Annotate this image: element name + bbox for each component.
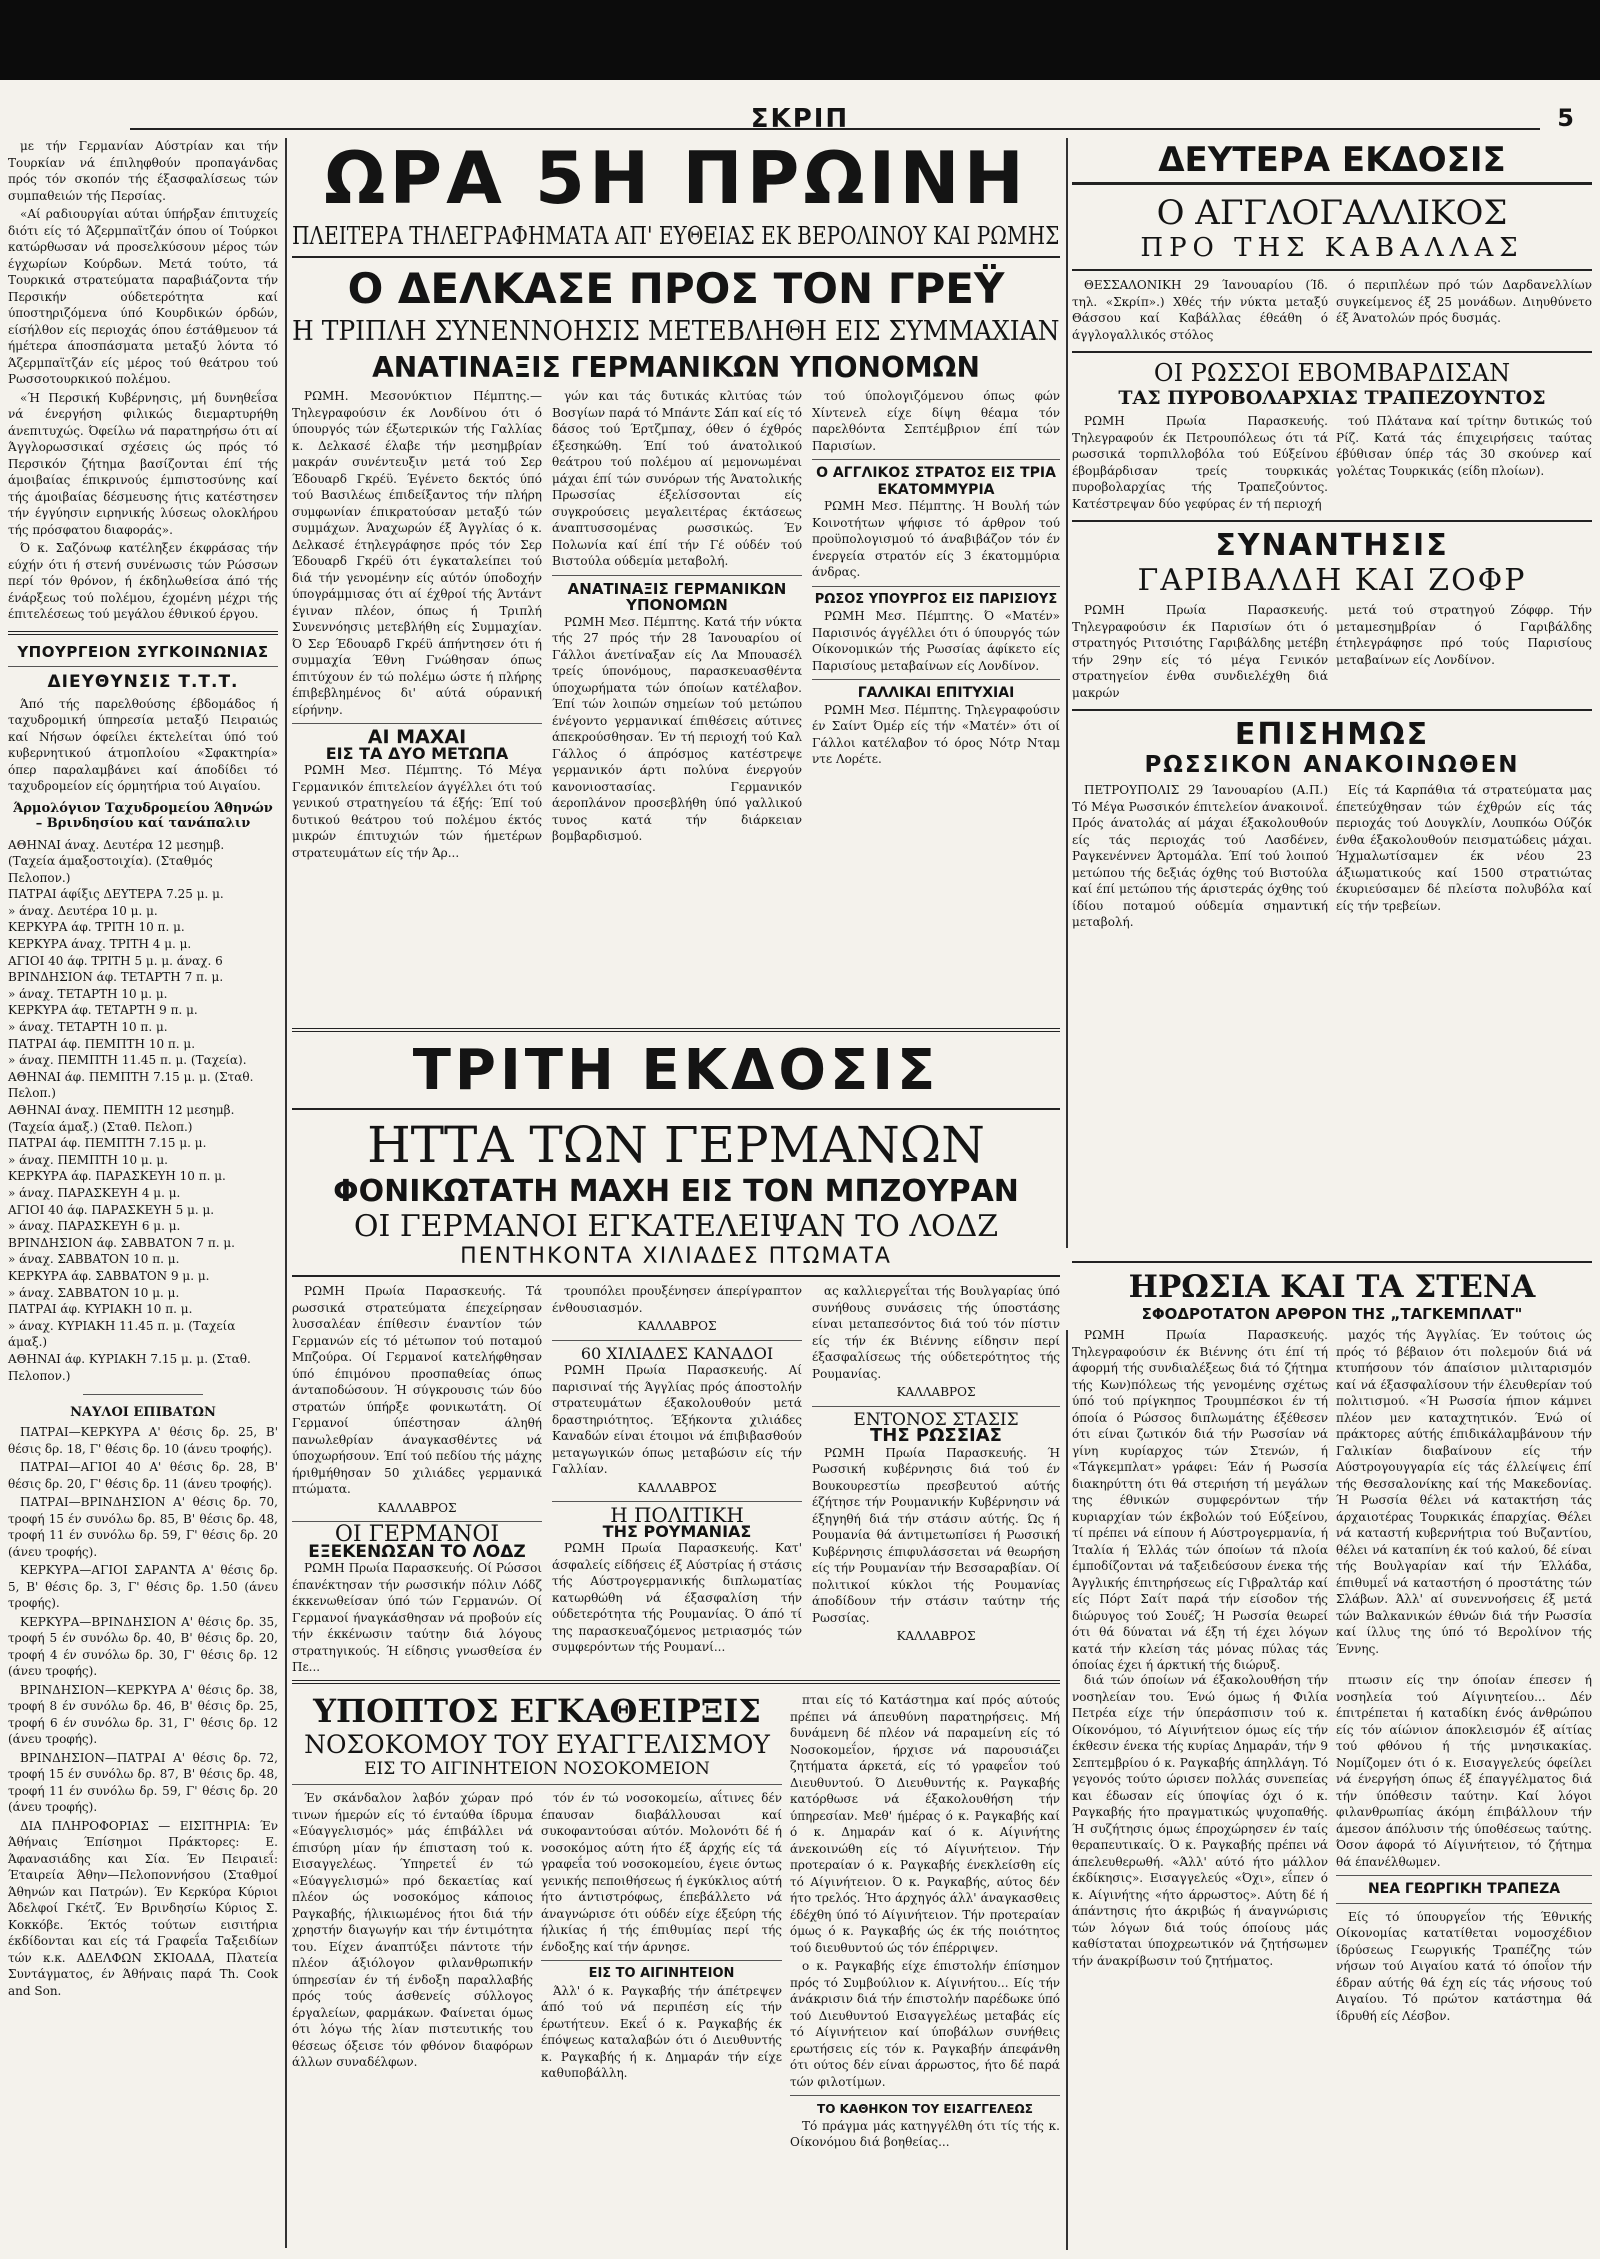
rule bbox=[292, 1784, 782, 1785]
nurse-subtitle2: ΕΙΣ ΤΟ ΑΙΓΙΝΗΤΕΙΟΝ ΝΟΣΟΚΟΜΕΙΟΝ bbox=[364, 1759, 710, 1779]
rule bbox=[812, 1406, 1060, 1407]
official-subtitle: ΡΩΣΣΙΚΟΝ ΑΝΑΚΟΙΝΩΘΕΝ bbox=[1144, 752, 1520, 778]
rule bbox=[1072, 1261, 1592, 1263]
intro-paragraph: «Αί ραδιουργίαι αύται ύπήρξαν έπιτυχείς διότι είς τό Άζερμπαϊτζάν όπου οί Τούρκοι κατώρθωσαν νά προσελκύσουν μέρος τών έγχωρίων Κούρδων. Μετά τούτο, τά Τουρκικά στρατεύματα παραβιάζοντα τήν Περσικήν ούδετερότητα καί ύποστηριζόμενα ύπό Κουρδικών όρδών, είσήλθον είς περιοχάς όπου έστάθμευον τά ήμέτερα άποσπάσματα μεταξύ λόντα τό Άζερμπαϊτζάν είς μέρος τού θεάτρου τού Ρωσσοτουρκικού πολέμου. bbox=[8, 207, 278, 386]
nurse-continued-a: διά τών όποίων νά έξακολουθήση τήν νοσηλείαν του. Ένώ όμως ή Φιλία Πετρέα είχε τήν ύπεράσπισιν τού κ. Οίκονόμου, τό Αίγινήτειον όμως είς τήν έκθεσιν ένεκα τής κυρίας Δημαράν, τήν 9 Σεπτεμβρίου ό κ. Ραγκαβής άπηλλάγη. Τό γεγονός τούτο ώρισεν πολλάς συνεπείας και έδωσαν είς ύποψίας όχι ό κ. Ραγκαβής ήτο πραγματικώς ψυχοπαθής. Ή συζήτησις όμως έπροχώρησεν έν ταίς θεραπευτικαίς. Ό κ. Ραγκαβής πρέπει νά άπελευθερωθή. «Άλλ' αύτό ήτο μάλλον έκδίκησις». Εισαγγελεύς «Όχι», εΐπεν ό κ. Αίγινήτης «ήτο άρρωστος». Αύτη δέ ή άπάντησις ήτο άκριβώς ή άναγνώρισις τών λόγων διά τούς όποίους μάς καθίσταται ύποχρεωτικόν νά ζητήσωμεν τήν άνακρίβωσιν τού ζητήματος. bbox=[1072, 1673, 1328, 1968]
schedule-row: ΚΕΡΚΥΡΑ άναχ. ΤΡΙΤΗ 4 μ. μ. bbox=[8, 937, 192, 952]
rule bbox=[1072, 269, 1592, 271]
romania-text: ΡΩΜΗ Πρωία Παρασκευής. Κατ' άσφαλείς είδήσεις έξ Αύστρίας ή στάσις τής Αύστρογερμανικής διπλωματίας κατωρθώθη νά έξασφαλίση τήν ούδετερότητα τής Ρουμανίας. Ό άπό τί της παρασκευαζόμενος μετριασμός τών συμφερόντων τής Ρουμανί... bbox=[552, 1541, 802, 1654]
schedule-row: » άναχ. ΠΕΜΠΤΗ 10 μ. μ. bbox=[8, 1152, 168, 1167]
right-bottom-section bbox=[1072, 1672, 1592, 2252]
schedule-row: » άναχ. ΣΑΒΒΑΤΟΝ 10 μ. μ. bbox=[8, 1285, 180, 1300]
schedule-row: » άναχ. ΤΕΤΑΡΤΗ 10 π. μ. bbox=[8, 1020, 168, 1035]
rule bbox=[83, 1394, 203, 1395]
nurse-subtitle: ΝΟΣΟΚΟΜΟΥ ΤΟΥ ΕΥΑΓΓΕΛΙΣΜΟΥ bbox=[304, 1730, 770, 1759]
schedule-row: ΒΡΙΝΔΗΣΙΟΝ άφ. ΣΑΒΒΑΤΟΝ 7 π. μ. bbox=[8, 1235, 235, 1250]
nurse-text-b: τόν έν τώ νοσοκομείω, αΐτινες δέν έπαυσαν διαβάλλουσαι καί συκοφαντούσαι αύτόν. Μολονότι δέ ή νοσοκόμος αύτη ήτο έξ άρχής είς τά γραφεΐα τού νοσοκομείου, έγειε όντως γενικής πεποιθήσεως ή έγκύκλιος αύτή ήτο άντιστρόφως, έπεβάλλετο νά άναγνώρισε ότι ούδέν είχε έξεύρη τής ήλικίας ή τής έπιθυμίας περί τής ένδοξης καί τήν άρνησε. bbox=[541, 1791, 782, 1954]
main-headline: Ο ΔΕΛΚΑΣΕ ΠΡΟΣ ΤΟΝ ΓΡΕΫ bbox=[347, 264, 1005, 313]
rule bbox=[790, 2095, 1060, 2096]
nurse-title: ΥΠΟΠΤΟΣ ΕΓΚΑΘΕΙΡΞΙΣ bbox=[313, 1692, 761, 1730]
official-title: ΕΠΙΣΗΜΩΣ bbox=[1234, 717, 1430, 752]
section-subhead: ΑΝΑΤΙΝΑΞΙΣ ΓΕΡΜΑΝΙΚΩΝ ΥΠΟΝΟΜΩΝ bbox=[372, 351, 980, 384]
signature: ΚΑΛΛΑΒΡΟΣ bbox=[637, 1480, 717, 1495]
schedule-title: Άρμολόγιον Ταχυδρομείου Άθηνών – Βρινδησίου καί τανάπαλιν bbox=[13, 800, 273, 831]
schedule-row: ΠΑΤΡΑΙ άφ. ΠΕΜΠΤΗ 7.15 μ. μ. bbox=[8, 1136, 207, 1151]
russia-stance-subtitle: ΤΗΣ ΡΩΣΣΙΑΣ bbox=[870, 1425, 1002, 1446]
section-rule bbox=[8, 631, 278, 635]
heroism-section bbox=[1072, 1255, 1592, 1675]
french-success-text: ΡΩΜΗ Μεσ. Πέμπτης. Τηλεγραφούσιν έν Σαίντ Όμέρ είς τήν «Ματέν» ότι οί Γάλλοι κατέλαβον τό όρος Νότρ Νταμ ντε Λορέτε. bbox=[812, 702, 1060, 766]
bank-title: ΝΕΑ ΓΕΩΡΓΙΚΗ ΤΡΑΠΕΖΑ bbox=[1367, 1881, 1561, 1897]
rule bbox=[292, 1680, 1060, 1684]
nurse-text-d: ο κ. Ραγκαβής είχε έπιστολήν έπίσημον πρός τό Συμβούλιον κ. Αίγινήτου... Είς τήν άνάκρισιν διά τήν έπιστολήν παρέδωκε ύπό τού Διευθυντού Εισαγγελέως μεταβάς είς τό Αίγινήτειον καί ύποβάλων συνήθεις ερωτήσεις είς τόν κ. Ραγκαβήν άπεφάνθη ότι ούτος δέν είναι άρρωστος, ήτο δέ παρά τών φιλοτίμων. bbox=[790, 1959, 1060, 2089]
fares-title: ΝΑΥΛΟΙ ΕΠΙΒΑΤΩΝ bbox=[70, 1405, 216, 1421]
rule bbox=[8, 666, 278, 667]
schedule-row: ΚΕΡΚΥΡΑ άφ. ΠΑΡΑΣΚΕΥΗ 10 π. μ. bbox=[8, 1169, 226, 1184]
aiginiteio-text: Άλλ' ό κ. Ραγκαβής τήν άπέτρεψεν άπό τού νά περιπέση είς τήν έρωτήτευν. Εκεΐ ό κ. Ραγκαβής έκ έπόψεως καταλαβών ότι ό Διευθυντής κ. Ραγκαβής ή κ. Δημαράν τήν είχε καθυποβάλλη. bbox=[541, 1983, 782, 2080]
closing-info: ΔΙΑ ΠΛΗΡΟΦΟΡΙΑΣ — ΕΙΣΙΤΗΡΙΑ: Έν Άθήναις Έπίσημοι Πράκτορες: Ε. Άφανασιάδης και Σία. Έν Πειραιεΐ: Έταιρεία Άθην—Πελοποννήσου (Σταθμοί Άθηνών και Πατρών). Έν Κερκύρα Κύριοι Άδελφοί Γκέτζ. Έν Βρινδησίω Κύριος Σ. Κοκκόβε. Έκτός τούτων εισιτήρια έκδίδονται και είς τά Γραφεΐα Ταξειδίων τών κ.κ. ΑΔΕΛΦΩΝ ΣΚΙΟΑΔΑ, Πλατεία Συντάγματος, έν Άθήναις παρά Th. Cook and Son. bbox=[8, 1818, 278, 1998]
schedule-row: ΠΑΤΡΑΙ άφ. ΠΕΜΠΤΗ 10 π. μ. bbox=[8, 1036, 196, 1051]
lodz-title: ΟΙ ΓΕΡΜΑΝΟΙ bbox=[334, 1522, 500, 1547]
intro-paragraph: Ό κ. Σαζόνωφ κατέληξεν έκφράσας τήν εύχήν ότι ή στενή συνένωσις τών Ρώσσων περί τόν θρόνον, ή έκδηλωθείσα άπό τής ένάρξεως τού πολέμου, έχομένη μέχρι τής έπιτελέσεως τού μεγάλου έθνικού έργου. bbox=[8, 541, 278, 621]
rule bbox=[812, 586, 1060, 587]
lodz-subtitle: ΕΞΕΚΕΝΩΣΑΝ ΤΟ ΛΟΔΖ bbox=[308, 1541, 526, 1562]
official-text-a: ΠΕΤΡΟΥΠΟΛΙΣ 29 Ίανουαρίου (Α.Π.) Τό Μέγα Ρωσσικόν έπιτελείον άνακοινοΐ. Πρός άνατολάς αί μάχαι έξακολουθούν είς τάς περιοχάς τού Λασδένεν, Ραγκενέννεν Άρτομάλα. Έπί τού λοιπού μετώπου τής δεξιάς όχθης τού Βιστούλα καί έπί μετώπου τής άριστεράς όχθης τού ίδίου ποταμού ούδεμία σημαντική μεταβολή. bbox=[1072, 783, 1328, 929]
nurse-text-c: πται είς τό Κατάστημα καί πρός αύτούς πρέπει νά άπευθύνη παρατηρήσεις. Μή δυνάμενη δέ πλέον νά παραμείνη είς τό Νοσοκομεΐον, ήρχισε νά παρουσιάζει ζητήματα άρκετά, είς τό γραφεΐον τού Διευθυντού. Ό Διευθυντής κ. Ραγκαβής κατόρθωσε νά έξακολουθήση τήν ύπηρεσίαν. Μεθ' ήμέρας ό κ. Ραγκαβής καί ό κ. Δημαράν καί ό κ. Αίγινήτης άνεκοινώθη είς τό Αίγινήτειον. Τήν προτεραίαν ό κ. Ραγκαβής ένεκλείσθη είς τό Αίγινήτειον. Ό κ. Ραγκαβής, αύτος δέν ήτο τρελός. Ήτο άρχηγός άλλ' άναγκασθεις έδέχθη ύπό τό Αίγινήτειον. Τήν προτεραίαν όμως ό κ. Ραγκαβής ώς έκ τής ποιότητος τού διευθυντού ώς τόν έπέρριψεν. bbox=[790, 1693, 1060, 1955]
fare-row: ΒΡΙΝΔΗΣΙΟΝ—ΠΑΤΡΑΙ Α' θέσις δρ. 72, τροφή 15 έν συνόλω δρ. 87, Β' θέσις δρ. 48, τροφή 11 έν συνόλω δρ. 59, Γ' θέσις δρ. 20 (άνευ τροφής). bbox=[8, 1750, 278, 1815]
rule bbox=[292, 1108, 1060, 1110]
main-subhead: Η ΤΡΙΠΛΗ ΣΥΝΕΝΝΟΗΣΙΣ ΜΕΤΕΒΛΗΘΗ ΕΙΣ ΣΥΜΜΑΧΙΑΝ bbox=[292, 316, 1060, 347]
signature: ΚΑΛΛΑΒΡΟΣ bbox=[377, 1500, 457, 1515]
schedule-row: ΚΕΡΚΥΡΑ άφ. ΤΡΙΤΗ 10 π. μ. bbox=[8, 920, 185, 935]
anglo-french-subhead: ΠΡΟ ΤΗΣ ΚΑΒΑΛΛΑΣ bbox=[1140, 233, 1524, 263]
rule bbox=[292, 723, 542, 724]
romania-subtitle: ΤΗΣ ΡΟΥΜΑΝΙΑΣ bbox=[602, 1521, 752, 1541]
defeat-headline: ΗΤΤΑ ΤΩΝ ΓΕΡΜΑΝΩΝ bbox=[367, 1116, 985, 1174]
fare-row: ΚΕΡΚΥΡΑ—ΒΡΙΝΔΗΣΙΟΝ Α' θέσις δρ. 35, τροφή 5 έν συνόλω δρ. 40, Β' θέσις δρ. 20, τροφή 4 έν συνόλω δρ. 30, Γ' θέσις δρ. 12 (άνευ τροφής). bbox=[8, 1614, 278, 1679]
schedule-row: » άναχ. ΤΕΤΑΡΤΗ 10 μ. μ. bbox=[8, 986, 168, 1001]
fare-row: ΠΑΤΡΑΙ—ΚΕΡΚΥΡΑ Α' θέσις δρ. 25, Β' θέσις δρ. 18, Γ' θέσις δρ. 10 (άνευ τροφής). bbox=[8, 1425, 278, 1456]
signature: ΚΑΛΛΑΒΡΟΣ bbox=[896, 1385, 976, 1399]
aiginiteio-title: ΕΙΣ ΤΟ ΑΙΓΙΝΗΤΕΙΟΝ bbox=[588, 1966, 735, 1981]
russia-stance-title: ΕΝΤΟΝΟΣ ΣΤΑΣΙΣ bbox=[853, 1409, 1019, 1430]
rule bbox=[552, 1340, 802, 1341]
meeting-subtitle: ΓΑΡΙΒΑΛΔΗ ΚΑΙ ΖΟΦΡ bbox=[1137, 563, 1527, 598]
fare-row: ΚΕΡΚΥΡΑ—ΑΓΙΟΙ ΣΑΡΑΝΤΑ Α' θέσις δρ. 5, Β' θέσις δρ. 3, Γ' θέσις δρ. 1.50 (άνευ τροφής). bbox=[8, 1563, 278, 1611]
schedule-row: » άναχ. ΚΥΡΙΑΚΗ 11.45 π. μ. (Ταχεία άμαξ.) bbox=[8, 1318, 236, 1350]
second-edition-title: ΔΕΥΤΕΡΑ ΕΚΔΟΣΙΣ bbox=[1072, 138, 1592, 185]
rule bbox=[552, 1501, 802, 1502]
banner-subtitle: ΠΛΕΙΤΕΡΑ ΤΗΛΕΓΡΑΦΗΜΑΤΑ ΑΠ' ΕΥΘΕΙΑΣ ΕΚ ΒΕΡΟΛΙΝΟΥ ΚΑΙ ΡΩΜΗΣ bbox=[292, 222, 1060, 250]
canadians-title: 60 ΧΙΛΙΑΔΕΣ ΚΑΝΑΔΟΙ bbox=[580, 1343, 774, 1363]
fare-row: ΒΡΙΝΔΗΣΙΟΝ—ΚΕΡΚΥΡΑ Α' θέσις δρ. 38, τροφή 8 έν συνόλω δρ. 46, Β' θέσις δρ. 25, τροφή 6 έν συνόλω δρ. 31, Γ' θέσις δρ. 12 (άνευ τροφής). bbox=[8, 1682, 278, 1747]
page-number: 5 bbox=[1557, 104, 1574, 132]
defeat-sub3: ΠΕΝΤΗΚΟΝΤΑ ΧΙΛΙΑΔΕΣ ΠΤΩΜΑΤΑ bbox=[460, 1244, 892, 1269]
rule bbox=[1072, 709, 1592, 711]
rule bbox=[1336, 1903, 1592, 1904]
rule bbox=[812, 679, 1060, 680]
defeat-sub1: ΦΟΝΙΚΩΤΑΤΗ ΜΑΧΗ ΕΙΣ ΤΟΝ ΜΠΖΟΥΡΑΝ bbox=[333, 1174, 1019, 1209]
schedule-row: ΚΕΡΚΥΡΑ άφ. ΤΕΤΑΡΤΗ 9 π. μ. bbox=[8, 1003, 198, 1018]
ministry-title: ΥΠΟΥΡΓΕΙΟΝ ΣΥΓΚΟΙΝΩΝΙΑΣ bbox=[17, 642, 269, 661]
schedule-row: » άναχ. ΣΑΒΒΑΤΟΝ 10 π. μ. bbox=[8, 1252, 180, 1267]
article-delcasse: ΡΩΜΗ. Μεσονύκτιον Πέμπτης.—Τηλεγραφούσιν έκ Λονδίνου ότι ό ύπουργός τών έξωτερικών τής Γαλλίας κ. Δελκασέ έλαβε τήν μεσημβρίαν μακράν συνέντευξιν μετά τού Σερ Έδουαρδ Γκρέϋ. Έγένετο δεκτός ύπό τού Βασιλέως έπιδείξαντος τήν πλήρη συμφωνίαν έπικρατούσαν μεταξύ τών συμμάχων. Άναχωρών έξ Άγγλίας ό κ. Δελκασέ έτηλεγράφησε πρός τόν Σερ Έδουαρδ Γκρέϋ ότι έγκαταλείπει τού διά τήν γενομένην είς αύτόν ύποδοχήν ύπογράμμισας ότι αί έχθροί τής Άντάντ έγιναν πλέον, όπως ή Τριπλή Συνεννόησις μετεβλήθη είς Συμμαχίαν. Ό Σερ Έδουαρδ Γκρέϋ άπήντησεν ότι ή συμμαχία Έθνη Γνώθησαν όπως έπιτύχουν έν τώ πολέμω ώστε ή πλήρης έπιβεβλημένος δι' αύτά ούρανική είρήνην. bbox=[292, 389, 542, 717]
rule bbox=[552, 575, 802, 576]
third-edition-banner: ΤΡΙΤΗ ΕΚΔΟΣΙΣ bbox=[412, 1038, 940, 1103]
meeting-title: ΣΥΝΑΝΤΗΣΙΣ bbox=[1215, 528, 1449, 563]
left-column bbox=[8, 138, 278, 2248]
schedule-row: ΑΓΙΟΙ 40 άφ. ΤΡΙΤΗ 5 μ. μ. άναχ. 6 bbox=[8, 953, 223, 968]
third-edition-section bbox=[292, 1020, 1060, 1674]
signature: ΚΑΛΛΑΒΡΟΣ bbox=[637, 1319, 717, 1333]
schedule-row: ΠΑΤΡΑΙ άφίξις ΔΕΥΤΕΡΑ 7.25 μ. μ. bbox=[8, 887, 224, 902]
bulgaria-text: ας καλλιεργεΐται τής Βουλγαρίας ύπό συνήθους συνάσεις τής ύποστάσης είναι μεταπεσόντος διά τού τόν πίστιν είς τήν έκ Βιέννης είδησιν περί έξασφαλίσεως τής ούδετερότητος τής Ρουμανίας. bbox=[812, 1284, 1060, 1381]
schedule-row: ΠΑΤΡΑΙ άφ. ΚΥΡΙΑΚΗ 10 π. μ. bbox=[8, 1302, 193, 1317]
schedule-row: ΒΡΙΝΔΗΣΙΟΝ άφ. ΤΕΤΑΡΤΗ 7 π. μ. bbox=[8, 970, 224, 985]
schedule-row: (Ταχεία άμαξοστοιχία). (Σταθμός Πελοπον.) bbox=[8, 854, 213, 885]
banner-title: ΩΡΑ 5Η ΠΡΩΙΝΗ bbox=[324, 136, 1028, 220]
french-success-title: ΓΑΛΛΙΚΑΙ ΕΠΙΤΥΧΙΑΙ bbox=[857, 685, 1015, 701]
duty-title: ΤΟ ΚΑΘΗΚΟΝ ΤΟΥ ΕΙΣΑΓΓΕΛΕΩΣ bbox=[817, 2102, 1033, 2116]
schedule-row: ΑΓΙΟΙ 40 άφ. ΠΑΡΑΣΚΕΥΗ 5 μ. μ. bbox=[8, 1202, 215, 1217]
scan-top-band bbox=[0, 0, 1600, 80]
anglo-french-headline: Ο ΑΓΓΛΟΓΑΛΛΙΚΟΣ bbox=[1156, 193, 1508, 233]
battle-text: ΡΩΜΗ Μεσ. Πέμπτης. Τό Μέγα Γερμανικόν έπιτελείον άγγέλλει ότι τού γενικού στρατηγείου τά έξής: Έπί τού δυτικού θεάτρου τού πολέμου έκτός μικρών έπιτυχιών τών ήμετέρων στρατευμάτων είς τήν Άρ... bbox=[292, 763, 542, 860]
russian-minister-text: ΡΩΜΗ Μεσ. Πέμπτης. Ό «Ματέν» Παρισινός άγγέλλει ότι ό ύπουργός τών Οίκονομικών τής Ρωσσίας άφίκετο είς Παρισίους μεταβαίνων είς Λονδίνον. bbox=[812, 609, 1060, 673]
schedule-row: ΑΘΗΝΑΙ άφ. ΚΥΡΙΑΚΗ 7.15 μ. μ. (Σταθ. Πελοπον.) bbox=[8, 1351, 251, 1383]
bombardment-text-a: ΡΩΜΗ Πρωία Παρασκευής. Τηλεγραφούν έκ Πετρουπόλεως ότι τά ρωσσικά τορπιλλοβόλα τού Εύξείνου έβομβάρδισαν τρείς τουρκικάς πυροβολαρχίας τής Τραπεζούντος. Κατέστρεψαν δύο γεφύρας έν τή περιοχή bbox=[1072, 414, 1328, 511]
russia-stance-text: ΡΩΜΗ Πρωία Παρασκευής. Ή Ρωσσική κυβέρνησις διά τού έν Βουκουρεστίω πρεσβευτού αύτής έζήτησε τήν Ρουμανικήν Κυβέρνησιν νά έξηγηθή διά τήν στάσιν αύτής. Ώς ή Ρουμανία θά άντιμετωπίσει ή Ρωσσική Κυβέρνησις έπιφυλάσσεται νά θεωρήση είς τήν Ρουμανίαν τήν Βεσσαραβίαν. Οί πολιτικοί κύκλοι τής Ρουμανίας άποδίδουν τήν στάσιν ταύτην τής Ρωσσίας. bbox=[812, 1445, 1060, 1625]
canadians-text: ΡΩΜΗ Πρωία Παρασκευής. Αί παρισιναί τής Άγγλίας πρός άποστολήν στρατευμάτων έξακολουθούν μετά δραστηριότητος. Έξήκοντα χιλιάδες Καναδών είναι έτοιμοι νά έπιβιβασθούν μεταγωγικών όπως μεταβώσιν είς τήν Γαλλίαν. bbox=[552, 1363, 802, 1476]
schedule-row: » άναχ. ΠΑΡΑΣΚΕΥΗ 6 μ. μ. bbox=[8, 1219, 181, 1234]
rule bbox=[1072, 351, 1592, 353]
battle-title: ΑΙ ΜΑΧΑΙ bbox=[367, 726, 467, 748]
schedule-row: ΚΕΡΚΥΡΑ άφ. ΣΑΒΒΑΤΟΝ 9 μ. μ. bbox=[8, 1268, 210, 1283]
schedule-row: ΑΘΗΝΑΙ άναχ. Δευτέρα 12 μεσημβ. bbox=[8, 837, 225, 852]
intro-article bbox=[8, 138, 278, 623]
schedule-row: » άναχ. ΠΑΡΑΣΚΕΥΗ 4 μ. μ. bbox=[8, 1185, 181, 1200]
rule bbox=[292, 256, 1060, 258]
intro-paragraph: «Ή Περσική Κυβέρνησις, μή δυνηθεΐσα νά ένεργήση φιλικώς διεμαρτυρήθη άνεπιτυχώς. Όφείλω νά παρατηρήσω ότι αί Άγγλορωσσικαί σχέσεις ώς πρός τό Περσικόν ζήτημα βασίζονται έπί τής άμοιβαίας έπικρινούς έμπιστοσύνης καί τής άμοιβαίας δέσμευσης ήτις κατέστησεν τήν έγγύησιν ειρηνικής λύσεως ολοκλήρου τής πρόσφατου διαφοράς». bbox=[8, 390, 278, 537]
bzura-continued: τρουπόλει προυξένησεν άπερίγραπτον ένθουσιασμόν. bbox=[552, 1284, 802, 1315]
schedule-row: » άναχ. ΠΕΜΠΤΗ 11.45 π. μ. (Ταχεία). bbox=[8, 1053, 247, 1068]
rule bbox=[1072, 520, 1592, 522]
schedule-row: ΑΘΗΝΑΙ άναχ. ΠΕΜΠΤΗ 12 μεσημβ. (Ταχεία άμαξ.) (Σταθ. Πελοπ.) bbox=[8, 1103, 235, 1134]
bombardment-title: ΟΙ ΡΩΣΣΟΙ ΕΒΟΜΒΑΡΔΙΣΑΝ bbox=[1153, 359, 1511, 387]
nurse-text-a: Έν σκάνδαλον λαβόν χώραν πρό τινων ήμερών είς τό ένταύθα ίδρυμα «Εύαγγελισμός» μάς έπιβάλλει νά έπισύρη μίαν ήν έπισταση τού κ. Εισαγγελέως. Ύπηρετεΐ έν τώ «Εύαγγελισμώ» πρό δεκαετίας καί πλέον ώς νοσοκόμος κάποιος Ραγκαβής, ήλικιωμένος ήτοι διά τήν χρηστήν διαγωγήν και τήν έντιμότητα του. Είχεν άναπτύξει πάντοτε τήν πλέον άξιόλογον φιλανθρωπικήν ύπηρεσίαν έν τή ένδοξη παραλλαβής πρός τούς άσθενείς σύλλογος έργαλείων, φαρμάκων. Φαίνεται όμως ότι λόγω τής λίαν πιστευτικής του θέσεως όξεισε τόν φθόνον διαφόρων άλλων συναδέλφων. bbox=[292, 1791, 533, 2069]
english-army-text: ΡΩΜΗ Μεσ. Πέμπτης. Ή Βουλή τών Κοινοτήτων ψήφισε τό άρθρον τού προϋπολογισμού τό άναβιβάζον τόν έν ένεργεία στρατόν είς 3 έκατομμύρια άνδρας. bbox=[812, 499, 1060, 579]
meeting-text-b: μετά τού στρατηγού Ζόφφρ. Τήν μεταμεσημβρίαν ό Γαριβάλδης έτηλεγράφησε πρό τούς Παρισίους μεταβαίνων είς Λονδίνον. bbox=[1336, 603, 1592, 667]
column-divider-3 bbox=[1066, 1330, 1068, 2250]
romania-title: Η ΠΟΛΙΤΙΚΗ bbox=[610, 1503, 744, 1527]
rule bbox=[541, 1960, 782, 1961]
dept-title: ΔΙΕΥΘΥΝΣΙΣ Τ.Τ.Τ. bbox=[47, 671, 239, 692]
fare-row: ΠΑΤΡΑΙ—ΒΡΙΝΔΗΣΙΟΝ Α' θέσις δρ. 70, τροφή 15 έν συνόλω δρ. 85, Β' θέσις δρ. 48, τροφή 11 έν συνόλω δρ. 59, Γ' θέσις δρ. 20 (άνευ τροφής). bbox=[8, 1495, 278, 1559]
rule bbox=[812, 459, 1060, 460]
heroism-text-a: ΡΩΜΗ Πρωία Παρασκευής. Τηλεγραφούσιν έκ Βιέννης ότι έπί τή άφορμή τής συνδιαλέξεως διά τό ζήτημα τής Κων)πόλεως τής γενομένης σχέτως ύπό τού πρίγκηπος Τρουμπέσκοι έν τή όποία ό Ρώσσος διπλωμάτης έξέθεσεν ότι είναι ζωτικόν διά τήν Ρωσσίαν νά γίνη κυρίαρχος τών Στενών, ή «Τάγκεμπλατ» γράφει: Έάν ή Ρωσσία διακηρύττη ότι θά στεριήση τή μεγάλων της έθνικών συμφερόντων τήν κυριαρχίαν τών έκβολών τού Εύξείνου, τί πρέπει νά είπουν ή Αύστρογερμανία, ή Ίταλία ή Έλλάς τών όποίων τά πλοία έμποδίζονται νά ταξειδεύσουν ένεκα τής Άγγλικής έπιτηρήσεως είς Γιβραλτάρ καί είς Πόρτ Σαίτ παρά τήν είσοδον τής διώρυγος τού Σουέζ; Ή Ρωσσία θεωρεί ότι θά δύναται νά έξη τή έχει λόγων κατά τήν κλείση τάς μόνας πύλας τάς όποίας έχει ή άρκτική τής διώρυξ. bbox=[1072, 1328, 1328, 1672]
battle-subtitle: ΕΙΣ ΤΑ ΔΥΟ ΜΕΤΩΠΑ bbox=[325, 743, 509, 763]
meeting-text-a: ΡΩΜΗ Πρωία Παρασκευής. Τηλεγραφούσιν έκ Παρισίων ότι ό στρατηγός Ριτσιότης Γαριβάλδης μετέβη τήν 29ην είς τό μέγα Γενικόν στρατηγείον ένθα συνδιελέχθη διά μακρών bbox=[1072, 603, 1328, 700]
signature: ΚΑΛΛΑΒΡΟΣ bbox=[896, 1629, 976, 1643]
bombardment-text-b: τού Πλάτανα καί τρίτην δυτικώς τού Ρίζ. Κατά τάς έπιχειρήσεις ταύτας έβύθισαν ύπέρ τάς 30 σκούνερ καί γολέτας Τουρκικάς (είδη πλοίων). bbox=[1336, 414, 1592, 478]
heroism-subtitle: ΣΦΟΔΡΟΤΑΤΟΝ ΑΡΘΡΟΝ ΤΗΣ „ΤΑΓΚΕΜΠΛΑΤ" bbox=[1141, 1305, 1523, 1323]
bank-text: Είς τό ύπουργεΐον τής Έθνικής Οίκονομίας κατατίθεται νομοσχέδιον ίδρύσεως Γεωργικής Τραπέζης τών νήσων τού Αιγαίου κατά τό όποΐον τήν έδραν αύτής θά έχη είς τάς νήσους τού Αιγαίου. Τό πρώτον κατάστημα θά ίδρυθή είς Λέσβον. bbox=[1336, 1909, 1592, 2023]
heroism-text-b: μαχός τής Άγγλίας. Έν τούτοις ώς πρός τό βέβαιον ότι πολεμούν διά νά κτυπήσουν τόν άπαίσιον μιλιταρισμόν καί νά έξασφαλίσουν τήν έλευθερίαν τού πολιτισμού. «Ή Ρωσσία ήπιον κάμνει πλέον μεν καταχτητικόν. Ένώ οί πράκτορες αύτής έπιδικάλαμβάνουν τήν Γαλικίαν διαβαίνουν είς τήν Αύστρογουγγαρία είς τάς έλλείψεις έπί τής Θεσσαλονίκης καί τής Μακεδονίας. Ή Ρωσσία θέλει νά κατακτήση τάς άρχαιοτέρας Τουρκικάς έπαρχίας. Θέλει νά καταστή κυβερνήτρια τού Βυζαντίου, θέλει νά καταπίνη έκ τού καλού, δέ είναι τής Βουλγαρίαν καί τήν Έλλάδα, έπιθυμεΐ νά καταστήση ό προστάτης τών Σλάβων. Άλλ' αί συνεννοήσεις έξ μετά τών Βαλκανικών έθνών διά τήν Ρωσσία καί ίλλυς της ύπό τό Βερολίνον τής Έννης. bbox=[1336, 1328, 1592, 1656]
duty-text: Τό πράγμα μάς κατηγγέλθη ότι τίς τής κ. Οίκονόμου διά βοηθείας... bbox=[790, 2118, 1060, 2149]
masthead-name: ΣΚΡΙΠ bbox=[750, 104, 850, 134]
anglo-french-text-a: ΘΕΣΣΑΛΟΝΙΚΗ 29 Ίανουαρίου (Ίδ. τηλ. «Σκρίπ».) Χθές τήν νύκτα μεταξύ Θάσσου καί Καβάλλας έθεάθη ό άγγλογαλλικός στόλος bbox=[1072, 278, 1328, 342]
rule bbox=[292, 1028, 1060, 1032]
bombardment-subtitle: ΤΑΣ ΠΥΡΟΒΟΛΑΡΧΙΑΣ ΤΡΑΠΕΖΟΥΝΤΟΣ bbox=[1118, 387, 1546, 409]
center-top-section bbox=[292, 138, 1060, 1018]
defeat-sub2: ΟΙ ΓΕΡΜΑΝΟΙ ΕΓΚΑΤΕΛΕΙΨΑΝ ΤΟ ΛΟΔΖ bbox=[353, 1209, 999, 1244]
article-hindenburg: τού ύπολογιζόμενου όπως φών Χίντενελ είχε δίψη θέαμα τόν παρελθόντα Σεπτέμβριον έπί τών Παρισίων. bbox=[812, 389, 1060, 453]
schedule-row: » άναχ. Δευτέρα 10 μ. μ. bbox=[8, 903, 158, 918]
schedule-row: ΑΘΗΝΑΙ άφ. ΠΕΜΠΤΗ 7.15 μ. μ. (Σταθ. Πελοπ.) bbox=[8, 1069, 254, 1101]
nurse-section bbox=[292, 1672, 1060, 2252]
mines-title: ΑΝΑΤΙΝΑΞΙΣ ΓΕΡΜΑΝΙΚΩΝ ΥΠΟΝΟΜΩΝ bbox=[567, 579, 787, 614]
rule bbox=[1336, 1875, 1592, 1876]
mines-text: ΡΩΜΗ Μεσ. Πέμπτης. Κατά τήν νύκτα τής 27 πρός τήν 28 Ίανουαρίου οί Γάλλοι άνετίναξαν είς Λα Μπουασέλ τρείς ύπονόμους, παρασκευασθέντα ύποχωρήματα τών όποίων κατέλαβον. Έπί τών λοιπών σημείων τού μετώπου ένέγοντο γερμανικαί έπιθέσεις αύτινες άπεκρούσθησαν. Έν τή περιοχή τού Καλ Γάλλος ό άπρόσμος κατέστρεψε γερμανικόν άρτι πολύνα ένεργούν κανονιοστασίας. Γερμανικόν άεροπλάνον προσεβλήθη ύπό γαλλικού τυνος κατά τήν διάρκειαν βομβαρδισμού. bbox=[552, 614, 802, 843]
column-divider-2 bbox=[1066, 138, 1068, 1248]
column-divider-1 bbox=[285, 138, 287, 2248]
right-top-section bbox=[1072, 138, 1592, 1248]
lodz-text: ΡΩΜΗ Πρωία Παρασκευής. Οί Ρώσσοι έπανέκτησαν τήν ρωσσικήν πόλιν Λόδζ έκκενωθείσαν ύπό τών Γερμανών. Οί Γερμανοί ήναγκάσθησαν νά προβούν είς τήν έκκένωσιν ταύτην διά λόγους στρατηγικούς. Ή είδησις γνωσθείσα έν Πε... bbox=[292, 1561, 542, 1674]
masthead-rule bbox=[130, 128, 1540, 130]
intro-paragraph: με τήν Γερμανίαν Αύστρίαν και τήν Τουρκίαν νά έπιληφθούν προπαγάνδας πρός τόν σκοπόν τής έξασφαλίσεως τών συμπαθειών τής Περσίας. bbox=[8, 139, 278, 203]
russian-minister-title: ΡΩΣΟΣ ΥΠΟΥΡΓΟΣ ΕΙΣ ΠΑΡΙΣΙΟΥΣ bbox=[814, 591, 1058, 607]
anglo-french-text-b: ό περιπλέων πρό τών Δαρδανελλίων συγκείμενος έξ 25 μονάδων. Διηυθύνετο έξ Άνατολών πρός δυσμάς. bbox=[1336, 278, 1592, 325]
bzura-text: ΡΩΜΗ Πρωία Παρασκευής. Τά ρωσσικά στρατεύματα έπεχείρησαν λυσσαλέαν έπίθεσιν έναντίον τών Γερμανών είς τό μέτωπον τού ποταμού Μπζούρα. Οί Γερμανοί κατελήφθησαν ύπό έπιμόνου προσπαθείας όπως άνταποδώσουν. Ή σύγκρουσις τών δύο στρατών ύπήρξε φονικωτάτη. Οί Γερμανοί ύπέστησαν άληθή πανωλεθρίαν άναγκασθέντες νά ύποχωρήσουν. Έπί τού πεδίου τής μάχης ήριθμήθησαν 50 χιλιάδες γερμανικά πτώματα. bbox=[292, 1284, 542, 1496]
fare-row: ΠΑΤΡΑΙ—ΑΓΙΟΙ 40 Α' θέσις δρ. 28, Β' θέσις δρ. 20, Γ' θέσις δρ. 11 (άνευ τροφής). bbox=[8, 1460, 278, 1491]
official-text-b: Είς τά Καρπάθια τά στρατεύματα μας έπετεύχθησαν τών έχθρών είς τάς περιοχάς τού Δουγκλίν, Λουπκόω Ούζόκ ένθα έξακολουθούν πεισματώδεις μάχαι. Ήχμαλωτίσαμεν έκ νέου 23 άξιωματικούς καί 1500 στρατιώτας έκυριεύσαμεν δέ πλείστα πολυβόλα καί είς τήν τρεβείων. bbox=[1336, 783, 1592, 913]
dept-text: Άπό τής παρελθούσης έβδομάδος ή ταχυδρομική ύπηρεσία μεταξύ Πειραιώς καί Νήσων όφείλει έκτελείται ύπό τού κυβερνητικού άτμοπλοίου «Σφακτηρία» όπερ παραλαμβάνει καί άποδίδει τό ταχυδρομείον είς όρμητήρια τού Αιγαίου. bbox=[8, 696, 278, 793]
fares-list bbox=[8, 1424, 278, 1999]
heroism-title: ΗΡΩΣΙΑ ΚΑΙ ΤΑ ΣΤΕΝΑ bbox=[1128, 1269, 1536, 1305]
article-vosges: γών και τάς δυτικάς κλιτύας τών Βοσγίων παρά τό Μπάντε Σάπ καί είς τό δάσος τού Έρτζμπαχ, όθεν ό έχθρός έξεσηκώθη. Έπί τού άνατολικού θεάτρου τού πολέμου αί μεμονωμέναι μάχαι έπί τών συνόρων τής Άνατολικής Πρωσσίας έξελίσσονται είς συγκρούσεις μεγαλειτέρας έκτάσεως άναπτυσσομένας ρωσσικώς. Έν Πολωνία καί έπί τήν Γέ ούδέν τού Βιστούλα ούδεμία μεταβολή. bbox=[552, 389, 802, 568]
english-army-title: Ο ΑΓΓΛΙΚΟΣ ΣΤΡΑΤΟΣ ΕΙΣ ΤΡΙΑ ΕΚΑΤΟΜΜΥΡΙΑ bbox=[816, 465, 1056, 498]
schedule-list bbox=[8, 837, 278, 1385]
nurse-continued-b: πτωσιν είς την όποίαν έπεσεν ή νοσηλεία τού Αίγινητείου... Δέν έπιτρέπεται ή καταδίκη ένός άνθρώπου είς τόν αίώνιον άποκλεισμόν έξ αίτίας τού φθόνου ή τής μνησικακίας. Νομίζομεν ότι ό κ. Εισαγγελεύς όφείλει νά ένεργήση όπως έξ έπαγγέλματος διά τήν ύπόθεσιν ταύτην. Καί λόγοι φιλανθρωπίας άκόμη έπιβάλλουν τήν άμεσον άπόλυσιν τής ύποθέσεως ταύτης. Όσον άφορά τό Αίγινήτειον, τό ζήτημα θά έπανέλθωμεν. bbox=[1336, 1673, 1592, 1869]
rule bbox=[292, 1275, 1060, 1277]
